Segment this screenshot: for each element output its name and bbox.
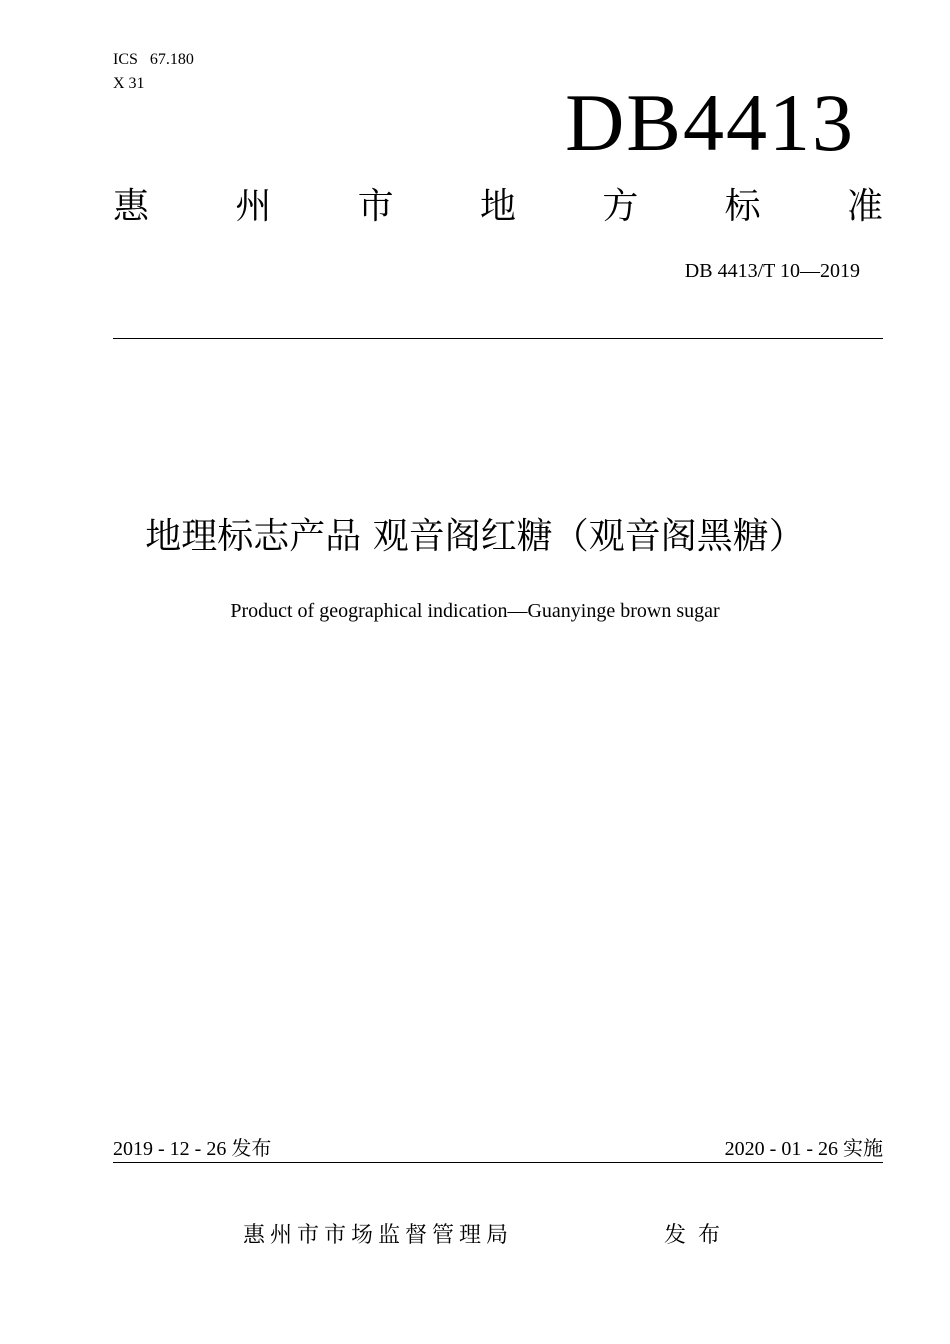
standard-type-char: 准: [846, 186, 883, 227]
classification-codes: [113, 48, 194, 96]
standard-code-heading: DB4413: [565, 77, 855, 168]
ccs-code: X 31: [113, 75, 145, 92]
document-title-english: Product of geographical indication—Guanyinge brown sugar: [230, 600, 720, 622]
standard-type-char: 州: [235, 186, 272, 227]
standard-type-char: 方: [602, 186, 639, 227]
issuing-authority: 惠州市市场监督管理局: [243, 1223, 514, 1248]
document-title-chinese: 地理标志产品 观音阁红糖（观音阁黑糖）: [145, 516, 805, 557]
implementation-date: 2020 - 01 - 26 实施: [724, 1138, 883, 1160]
date-row: [113, 1136, 883, 1162]
standard-type-char: 市: [357, 186, 394, 227]
standard-type-char: 标: [724, 186, 761, 227]
standard-number: DB 4413/T 10—2019: [684, 260, 860, 282]
publish-label: 发布: [664, 1223, 733, 1248]
standard-type-heading: [113, 184, 883, 230]
footer-divider: [113, 1162, 883, 1163]
ics-code: ICS 67.180: [113, 51, 194, 68]
header-divider: [113, 338, 883, 339]
release-date: 2019 - 12 - 26 发布: [113, 1138, 272, 1160]
standard-type-char: 地: [479, 186, 516, 227]
standard-type-char: 惠: [113, 186, 150, 227]
